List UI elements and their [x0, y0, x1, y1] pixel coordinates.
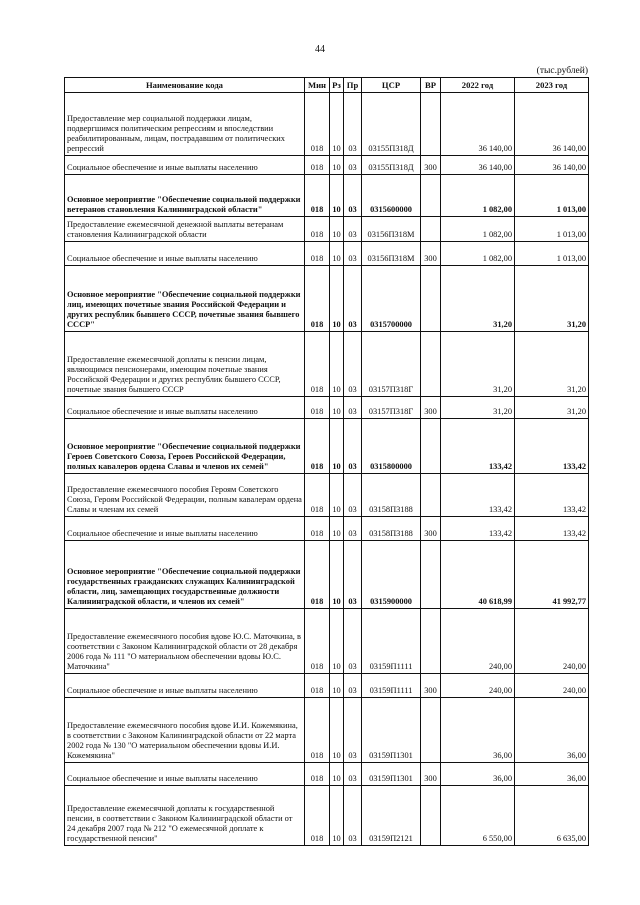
cell-vr: 300 — [421, 156, 441, 175]
cell-rz: 10 — [330, 474, 344, 517]
cell-y2023: 133,42 — [515, 517, 589, 541]
cell-min: 018 — [305, 474, 330, 517]
table-row — [65, 242, 589, 266]
cell-csr: 03157П318Г — [362, 397, 421, 419]
cell-min: 018 — [305, 175, 330, 217]
cell-csr: 03158П3188 — [362, 474, 421, 517]
cell-rz: 10 — [330, 517, 344, 541]
cell-vr — [421, 266, 441, 332]
cell-rz: 10 — [330, 541, 344, 609]
cell-pr: 03 — [344, 517, 362, 541]
cell-name: Основное мероприятие "Обеспечение социальной поддержки ветеранов становления Калининградской области" — [65, 175, 305, 217]
cell-y2023: 31,20 — [515, 397, 589, 419]
cell-y2023: 36 140,00 — [515, 156, 589, 175]
table-row — [65, 698, 589, 763]
cell-min: 018 — [305, 93, 330, 156]
table-row — [65, 175, 589, 217]
cell-y2023: 1 013,00 — [515, 242, 589, 266]
cell-pr: 03 — [344, 332, 362, 397]
cell-name: Предоставление ежемесячного пособия вдове Ю.С. Маточкина, в соответствии с Законом Калининградской области от 28 декабря 2006 года № 111 "О материальном обеспечении вдовы Ю.С. Маточкина" — [65, 609, 305, 674]
cell-min: 018 — [305, 242, 330, 266]
cell-name: Предоставление ежемесячного пособия Героям Советского Союза, Героям Российской Федерации, полным кавалерам ордена Славы и членам их семей — [65, 474, 305, 517]
cell-rz: 10 — [330, 332, 344, 397]
cell-name: Основное мероприятие "Обеспечение социальной поддержки Героев Советского Союза, Героев Российской Федерации, полных кавалеров ордена Славы и членов их семей" — [65, 419, 305, 474]
units-label: (тыс.рублей) — [536, 66, 588, 76]
cell-rz: 10 — [330, 609, 344, 674]
cell-name: Предоставление ежемесячной доплаты к пенсии лицам, являющимся пенсионерами, имеющим почетные звания Российской Федерации и других республик бывшего СССР, почетные звания бывшего СССР — [65, 332, 305, 397]
cell-y2022: 36,00 — [441, 698, 515, 763]
cell-rz: 10 — [330, 156, 344, 175]
cell-y2022: 240,00 — [441, 674, 515, 698]
cell-min: 018 — [305, 763, 330, 786]
cell-y2022: 6 550,00 — [441, 786, 515, 846]
cell-name: Социальное обеспечение и иные выплаты населению — [65, 156, 305, 175]
cell-y2022: 31,20 — [441, 397, 515, 419]
cell-pr: 03 — [344, 242, 362, 266]
cell-csr: 03156П318М — [362, 242, 421, 266]
header-vr: ВР — [421, 78, 441, 93]
cell-vr: 300 — [421, 242, 441, 266]
cell-vr — [421, 332, 441, 397]
table-row — [65, 156, 589, 175]
cell-pr: 03 — [344, 674, 362, 698]
cell-y2023: 36 140,00 — [515, 93, 589, 156]
cell-pr: 03 — [344, 763, 362, 786]
cell-csr: 03159П1301 — [362, 698, 421, 763]
cell-csr: 03155П318Д — [362, 156, 421, 175]
cell-pr: 03 — [344, 175, 362, 217]
header-csr: ЦСР — [362, 78, 421, 93]
cell-csr: 03159П2121 — [362, 786, 421, 846]
cell-csr: 03159П1111 — [362, 674, 421, 698]
table-row — [65, 674, 589, 698]
cell-rz: 10 — [330, 397, 344, 419]
cell-csr: 0315700000 — [362, 266, 421, 332]
cell-y2023: 6 635,00 — [515, 786, 589, 846]
table-row — [65, 763, 589, 786]
table-row — [65, 217, 589, 242]
cell-name: Основное мероприятие "Обеспечение социальной поддержки государственных гражданских служащих Калининградской области, лиц, замещающих государственные должности Калининградской области, и членов их семей" — [65, 541, 305, 609]
cell-min: 018 — [305, 419, 330, 474]
cell-rz: 10 — [330, 698, 344, 763]
cell-name: Предоставление ежемесячного пособия вдове И.И. Кожемякина, в соответствии с Законом Калининградской области от 22 марта 2002 года № 130 "О материальном обеспечении вдовы И.И. Кожемякина" — [65, 698, 305, 763]
cell-name: Социальное обеспечение и иные выплаты населению — [65, 674, 305, 698]
cell-csr: 03155П318Д — [362, 93, 421, 156]
cell-y2022: 40 618,99 — [441, 541, 515, 609]
cell-rz: 10 — [330, 175, 344, 217]
cell-csr: 0315800000 — [362, 419, 421, 474]
cell-y2023: 1 013,00 — [515, 175, 589, 217]
table-row — [65, 93, 589, 156]
cell-min: 018 — [305, 786, 330, 846]
cell-name: Социальное обеспечение и иные выплаты населению — [65, 242, 305, 266]
page-number: 44 — [315, 44, 325, 55]
header-2022: 2022 год — [441, 78, 515, 93]
cell-y2022: 36 140,00 — [441, 156, 515, 175]
cell-pr: 03 — [344, 698, 362, 763]
cell-rz: 10 — [330, 674, 344, 698]
cell-min: 018 — [305, 156, 330, 175]
cell-min: 018 — [305, 217, 330, 242]
cell-pr: 03 — [344, 93, 362, 156]
cell-y2022: 133,42 — [441, 419, 515, 474]
cell-y2022: 1 082,00 — [441, 242, 515, 266]
cell-pr: 03 — [344, 266, 362, 332]
header-pr: Пр — [344, 78, 362, 93]
cell-csr: 03158П3188 — [362, 517, 421, 541]
cell-csr: 0315900000 — [362, 541, 421, 609]
cell-name: Основное мероприятие "Обеспечение социальной поддержки лиц, имеющих почетные звания Российской Федерации и других республик бывшего СССР, почетные звания бывшего СССР" — [65, 266, 305, 332]
cell-vr — [421, 609, 441, 674]
cell-y2022: 240,00 — [441, 609, 515, 674]
cell-vr — [421, 419, 441, 474]
cell-min: 018 — [305, 517, 330, 541]
cell-pr: 03 — [344, 156, 362, 175]
cell-csr: 0315600000 — [362, 175, 421, 217]
cell-y2022: 1 082,00 — [441, 175, 515, 217]
table-row — [65, 397, 589, 419]
cell-rz: 10 — [330, 242, 344, 266]
cell-pr: 03 — [344, 541, 362, 609]
cell-min: 018 — [305, 674, 330, 698]
cell-name: Предоставление ежемесячной денежной выплаты ветеранам становления Калининградской области — [65, 217, 305, 242]
table-row — [65, 332, 589, 397]
cell-vr — [421, 474, 441, 517]
cell-vr — [421, 786, 441, 846]
cell-rz: 10 — [330, 93, 344, 156]
cell-rz: 10 — [330, 419, 344, 474]
cell-name: Предоставление ежемесячной доплаты к государственной пенсии, в соответствии с Законом Калининградской области от 24 декабря 2007 года № 212 "О ежемесячной доплате к государственной пенсии" — [65, 786, 305, 846]
header-name: Наименование кода — [65, 78, 305, 93]
cell-y2022: 133,42 — [441, 517, 515, 541]
cell-name: Социальное обеспечение и иные выплаты населению — [65, 517, 305, 541]
cell-rz: 10 — [330, 217, 344, 242]
cell-rz: 10 — [330, 266, 344, 332]
cell-y2022: 31,20 — [441, 266, 515, 332]
header-min: Мин — [305, 78, 330, 93]
header-2023: 2023 год — [515, 78, 589, 93]
cell-csr: 03159П1111 — [362, 609, 421, 674]
cell-min: 018 — [305, 698, 330, 763]
cell-vr — [421, 175, 441, 217]
cell-y2022: 133,42 — [441, 474, 515, 517]
cell-vr: 300 — [421, 397, 441, 419]
cell-csr: 03157П318Г — [362, 332, 421, 397]
cell-y2023: 31,20 — [515, 332, 589, 397]
header-rz: Рз — [330, 78, 344, 93]
table-row — [65, 541, 589, 609]
cell-y2023: 36,00 — [515, 763, 589, 786]
cell-vr — [421, 217, 441, 242]
cell-vr — [421, 93, 441, 156]
table-row — [65, 517, 589, 541]
cell-y2022: 1 082,00 — [441, 217, 515, 242]
cell-vr: 300 — [421, 763, 441, 786]
cell-min: 018 — [305, 541, 330, 609]
cell-name: Предоставление мер социальной поддержки лицам, подвергшимся политическим репрессиям и впоследствии реабилитированным, лицам, пострадавшим от политических репрессий — [65, 93, 305, 156]
cell-min: 018 — [305, 609, 330, 674]
table-row — [65, 609, 589, 674]
cell-csr: 03159П1301 — [362, 763, 421, 786]
table-body — [65, 93, 589, 846]
cell-min: 018 — [305, 332, 330, 397]
cell-rz: 10 — [330, 786, 344, 846]
cell-pr: 03 — [344, 474, 362, 517]
cell-vr — [421, 698, 441, 763]
cell-y2023: 133,42 — [515, 419, 589, 474]
cell-min: 018 — [305, 266, 330, 332]
cell-y2022: 36,00 — [441, 763, 515, 786]
cell-pr: 03 — [344, 786, 362, 846]
cell-y2023: 1 013,00 — [515, 217, 589, 242]
table-row — [65, 419, 589, 474]
cell-vr: 300 — [421, 517, 441, 541]
budget-table — [64, 77, 589, 846]
cell-name: Социальное обеспечение и иные выплаты населению — [65, 763, 305, 786]
cell-name: Социальное обеспечение и иные выплаты населению — [65, 397, 305, 419]
cell-csr: 03156П318М — [362, 217, 421, 242]
cell-pr: 03 — [344, 397, 362, 419]
cell-min: 018 — [305, 397, 330, 419]
cell-y2022: 36 140,00 — [441, 93, 515, 156]
cell-y2023: 240,00 — [515, 674, 589, 698]
cell-y2023: 36,00 — [515, 698, 589, 763]
table-row — [65, 474, 589, 517]
cell-pr: 03 — [344, 609, 362, 674]
cell-vr — [421, 541, 441, 609]
cell-y2022: 31,20 — [441, 332, 515, 397]
cell-pr: 03 — [344, 217, 362, 242]
table-row — [65, 266, 589, 332]
table-header-row — [65, 78, 589, 93]
cell-pr: 03 — [344, 419, 362, 474]
cell-y2023: 41 992,77 — [515, 541, 589, 609]
cell-y2023: 240,00 — [515, 609, 589, 674]
cell-y2023: 133,42 — [515, 474, 589, 517]
cell-y2023: 31,20 — [515, 266, 589, 332]
cell-rz: 10 — [330, 763, 344, 786]
table-row — [65, 786, 589, 846]
cell-vr: 300 — [421, 674, 441, 698]
